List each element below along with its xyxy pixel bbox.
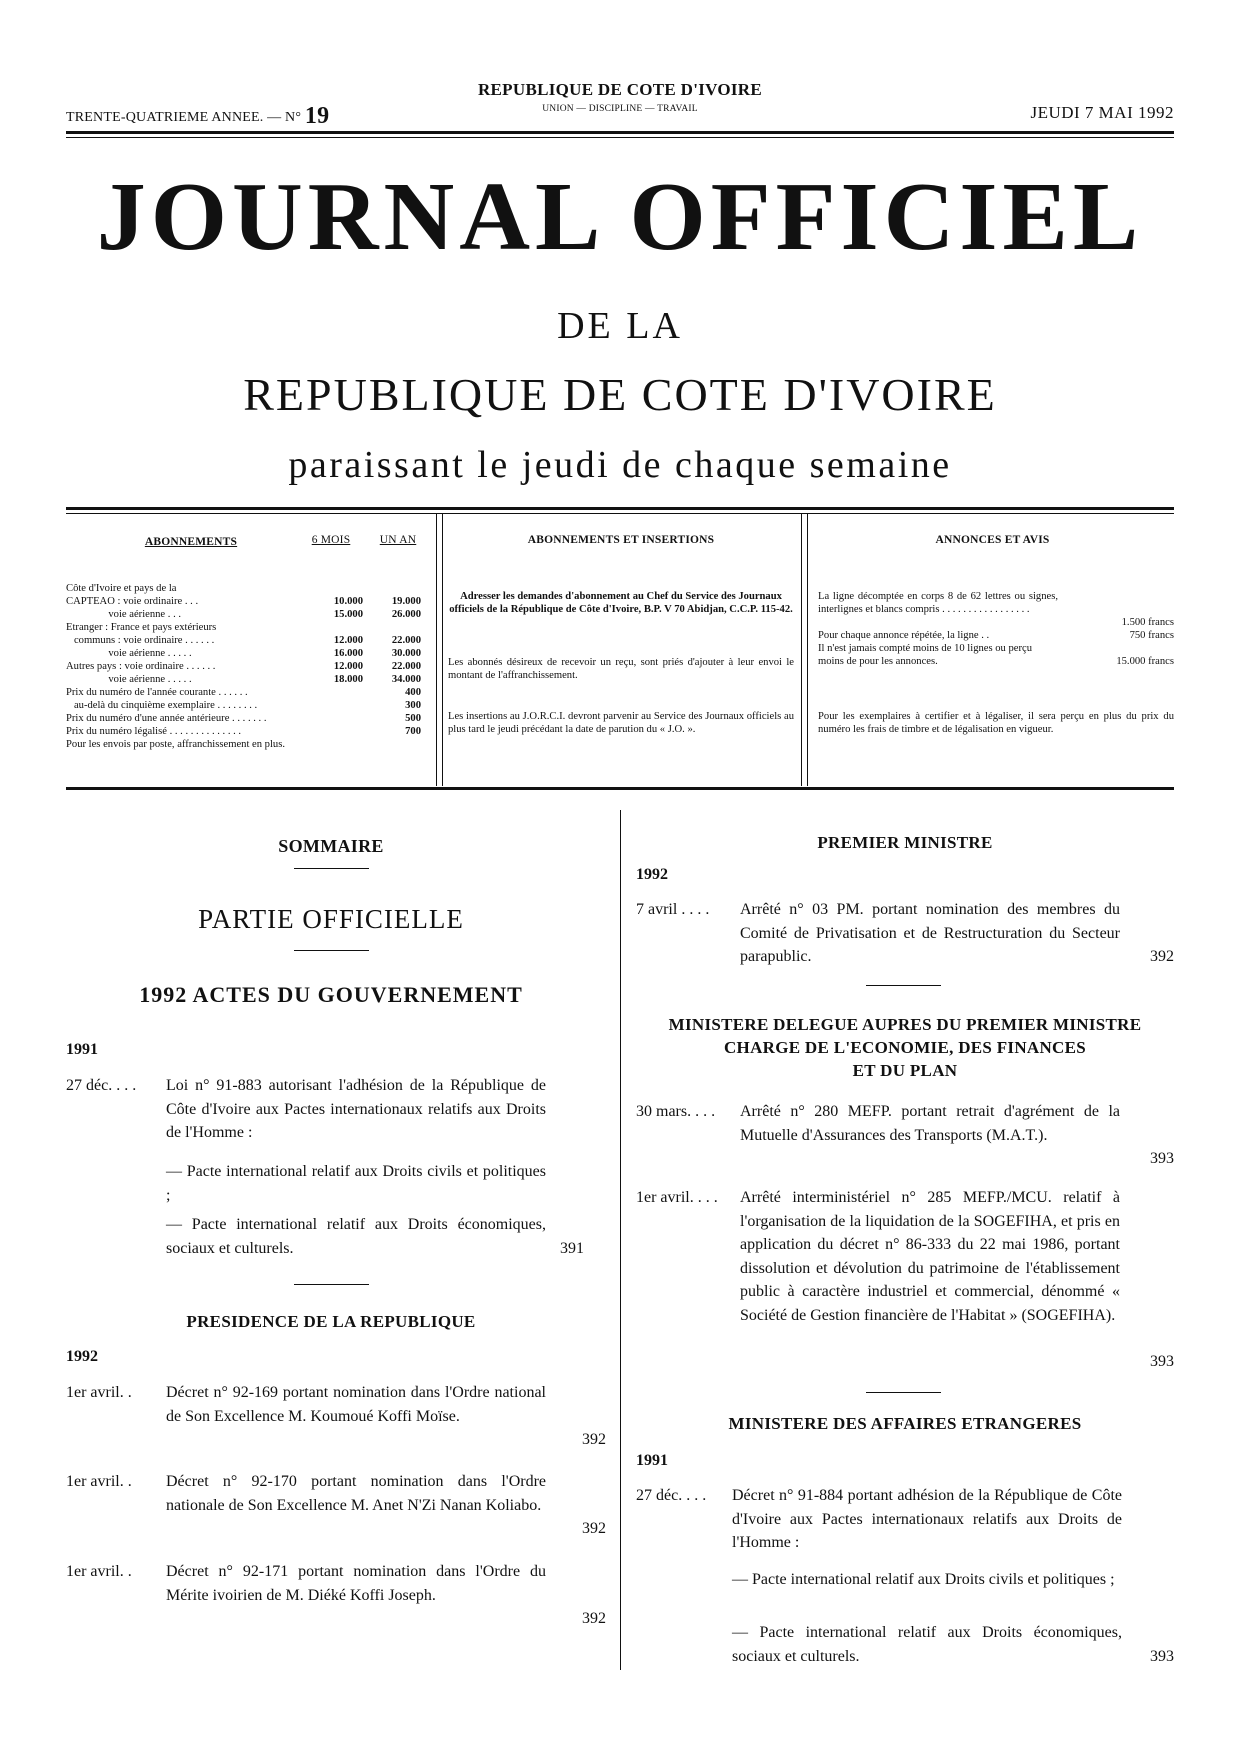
- republic-header: [440, 80, 800, 114]
- separator-rule: [294, 950, 369, 951]
- single-price-value: 700: [405, 726, 421, 737]
- entry-text: Décret n° 92-169 portant nomination dans l'Ordre national de Son Excellence M. Koumoué Koffi Moïse.: [166, 1384, 546, 1425]
- entry-text: Décret n° 92-171 portant nomination dans l'Ordre du Mérite ivoirien de M. Diéké Koffi Joseph.: [166, 1563, 546, 1604]
- entry-page: 393: [1150, 1353, 1174, 1370]
- entry-text: Arrêté interministériel n° 285 MEFP./MCU. relatif à l'organisation de la liquidation de la SOGEFIHA, et pris en application du décret n° 86-333 du 22 mai 1986, portant dissolution et dévolution du patrimoine de l'établissement public à caractère industriel et commercial, dénommé « Société de Gestion financière de l'Habitat » (SOGEFIHA).: [740, 1189, 1120, 1324]
- entry-date: 27 déc. . . .: [66, 1077, 137, 1094]
- rate-six-months: 15.000: [333, 609, 363, 620]
- box-divider: [807, 514, 808, 786]
- rate-row: [66, 595, 426, 608]
- entry-date: 7 avril . . . .: [636, 901, 710, 918]
- issue-line: [66, 103, 329, 130]
- year-label: 1991: [636, 1452, 668, 1469]
- section-heading: [636, 1013, 1174, 1082]
- entry-sub-item: — Pacte international relatif aux Droits civils et politiques ;: [166, 1163, 546, 1204]
- subscription-box: [66, 514, 1174, 786]
- entry-sub-item: — Pacte international relatif aux Droits économiques, sociaux et culturels.: [732, 1624, 1122, 1665]
- journal-republic: REPUBLIQUE DE COTE D'IVOIRE: [243, 369, 997, 420]
- summary-entry: [636, 1186, 1174, 1376]
- section-heading: MINISTERE DES AFFAIRES ETRANGERES: [728, 1414, 1082, 1433]
- single-price-row: [66, 712, 426, 725]
- summary-entry: [66, 1560, 606, 1635]
- masthead-rule-thin: [66, 137, 1174, 138]
- box-top-rule: [66, 507, 1174, 510]
- box-divider: [801, 514, 802, 786]
- summary-entry: [66, 1381, 606, 1456]
- year-label: 1991: [66, 1041, 98, 1058]
- box-divider: [436, 514, 437, 786]
- rate-label: Autres pays : voie ordinaire . . . . . .: [66, 661, 216, 672]
- announcements-header: ANNONCES ET AVIS: [935, 534, 1050, 546]
- masthead-rule: [66, 131, 1174, 134]
- issue-date: JEUDI 7 MAI 1992: [1030, 103, 1174, 122]
- journal-de-la: DE LA: [557, 305, 683, 347]
- rate-six-months: 12.000: [333, 635, 363, 646]
- issue-number: 19: [304, 103, 330, 129]
- rate-label: voie aérienne . . . . .: [66, 674, 192, 685]
- rate-label: communs : voie ordinaire . . . . . .: [66, 635, 215, 646]
- republic-name: REPUBLIQUE DE COTE D'IVOIRE: [477, 80, 763, 99]
- box-bottom-rule: [66, 787, 1174, 790]
- rate-row: [66, 647, 426, 660]
- rate-label: CAPTEAO : voie ordinaire . . .: [66, 596, 199, 607]
- rate-row: [66, 608, 426, 621]
- year-label: 1992: [636, 866, 668, 883]
- single-price-row: [66, 738, 426, 751]
- single-price-label: Prix du numéro de l'année courante . . . . . .: [66, 687, 248, 698]
- rate-label: voie aérienne . . . . .: [66, 648, 192, 659]
- rate-one-year: 22.000: [391, 635, 421, 646]
- box-divider: [442, 514, 443, 786]
- insertions-receipt-note: Les abonnés désireux de recevoir un reçu, sont priés d'ajouter à leur envoi le montant de l'affranchissement.: [448, 657, 794, 681]
- sommaire-title: SOMMAIRE: [278, 836, 384, 856]
- insertions-header: ABONNEMENTS ET INSERTIONS: [527, 534, 715, 546]
- single-price-label: au-delà du cinquième exemplaire . . . . . . . .: [66, 700, 258, 711]
- entry-text: Décret n° 91-884 portant adhésion de la République de Côte d'Ivoire aux Pactes internationaux relatifs aux Droits de l'Homme :: [732, 1487, 1122, 1551]
- separator-rule: [294, 1284, 369, 1285]
- rate-six-months: 18.000: [333, 674, 363, 685]
- rate-label: voie aérienne . . .: [66, 609, 182, 620]
- national-motto: UNION — DISCIPLINE — TRAVAIL: [542, 104, 698, 114]
- rate-six-months: 12.000: [333, 661, 363, 672]
- year-label: 1992: [66, 1348, 98, 1365]
- rate-six-months: 16.000: [333, 648, 363, 659]
- summary-entry: [636, 1484, 1174, 1559]
- rate-label: Côte d'Ivoire et pays de la: [66, 583, 177, 594]
- single-price-value: 300: [405, 700, 421, 711]
- single-price-row: [66, 725, 426, 738]
- section-heading: PRESIDENCE DE LA REPUBLIQUE: [186, 1312, 476, 1331]
- entry-page: 392: [1150, 948, 1174, 965]
- announcement-line-price: 1.500 francs: [1121, 617, 1174, 628]
- single-price-value: 400: [405, 687, 421, 698]
- rate-one-year: 26.000: [391, 609, 421, 620]
- entry-sub-item: — Pacte international relatif aux Droits civils et politiques ;: [732, 1571, 1115, 1588]
- entry-page: 393: [1150, 1150, 1174, 1167]
- insertions-address: Adresser les demandes d'abonnement au Chef du Service des Journaux officiels de la République de Côte d'Ivoire, B.P. V 70 Abidjan, C.C.P. 115-42.: [449, 591, 793, 615]
- single-price-value: 500: [405, 713, 421, 724]
- insertions-deadline-note: Les insertions au J.O.R.C.I. devront parvenir au Service des Journaux officiels au plus tard le jeudi précédant la date de parution du « J.O. ».: [448, 711, 794, 735]
- entry-page: 392: [582, 1610, 606, 1627]
- announcement-repeat-rate: Pour chaque annonce répétée, la ligne . .: [818, 630, 990, 641]
- section-heading-line: CHARGE DE L'ECONOMIE, DES FINANCES: [723, 1038, 1087, 1057]
- year-issue-label: TRENTE-QUATRIEME ANNEE. — N°: [66, 110, 302, 125]
- rate-label: Etranger : France et pays extérieurs: [66, 622, 217, 633]
- entry-sub-item: — Pacte international relatif aux Droits économiques, sociaux et culturels.: [166, 1216, 546, 1257]
- section-heading: PREMIER MINISTRE: [817, 833, 993, 852]
- rate-one-year: 34.000: [391, 674, 421, 685]
- separator-rule: [866, 1392, 941, 1393]
- one-year-header: UN AN: [379, 534, 417, 546]
- entry-text: Loi n° 91-883 autorisant l'adhésion de la République de Côte d'Ivoire aux Pactes internationaux relatifs aux Droits de l'Homme :: [166, 1077, 546, 1141]
- summary-entry: [66, 1074, 606, 1174]
- announcement-legalisation-note: Pour les exemplaires à certifier et à légaliser, il sera perçu en plus du prix du numéro les frais de timbre et de légalisation en vigueur.: [818, 711, 1174, 735]
- entry-date: 1er avril. .: [66, 1563, 132, 1580]
- actes-heading: 1992 ACTES DU GOUVERNEMENT: [139, 982, 523, 1007]
- entry-date: 1er avril. .: [66, 1384, 132, 1401]
- subscriptions-header: ABONNEMENTS: [144, 536, 238, 548]
- announcement-repeat-price: 750 francs: [1129, 630, 1174, 641]
- rate-one-year: 19.000: [391, 596, 421, 607]
- separator-rule: [866, 985, 941, 986]
- rate-row: [66, 660, 426, 673]
- single-price-label: Prix du numéro légalisé . . . . . . . . . . . . . .: [66, 726, 242, 737]
- section-heading-line: ET DU PLAN: [852, 1061, 958, 1080]
- single-price-label: Pour les envois par poste, affranchissement en plus.: [66, 739, 285, 750]
- single-price-label: Prix du numéro d'une année antérieure . . . . . . .: [66, 713, 267, 724]
- entry-date: 30 mars. . . .: [636, 1103, 716, 1120]
- summary-entry: [636, 1100, 1174, 1175]
- journal-subtitle: paraissant le jeudi de chaque semaine: [288, 444, 952, 486]
- announcement-line-rate: La ligne décomptée en corps 8 de 62 lettres ou signes, interlignes et blancs compris . . . . . . . . . . . . . . . . .: [818, 591, 1058, 615]
- rate-one-year: 22.000: [391, 661, 421, 672]
- entry-date: 1er avril. .: [66, 1473, 132, 1490]
- entry-page: 391: [560, 1240, 584, 1257]
- section-heading-line: MINISTERE DELEGUE AUPRES DU PREMIER MINISTRE: [668, 1015, 1142, 1034]
- six-months-header: 6 MOIS: [311, 534, 351, 546]
- summary-entry: [636, 898, 1174, 973]
- entry-text: Arrêté n° 03 PM. portant nomination des membres du Comité de Privatisation et de Restructuration du Secteur parapublic.: [740, 901, 1120, 965]
- rate-six-months: 10.000: [333, 596, 363, 607]
- single-price-row: [66, 686, 426, 699]
- summary-entry: [66, 1470, 606, 1545]
- rate-row: [66, 634, 426, 647]
- entry-date: 1er avril. . . .: [636, 1189, 718, 1206]
- entry-page: 393: [1150, 1648, 1174, 1665]
- announcement-minimum: Il n'est jamais compté moins de 10 lignes ou perçu moins de pour les annonces.: [818, 643, 1033, 667]
- rate-row: [66, 673, 426, 686]
- partie-officielle: PARTIE OFFICIELLE: [198, 904, 464, 934]
- announcement-minimum-price: 15.000 francs: [1116, 656, 1174, 667]
- rate-one-year: 30.000: [391, 648, 421, 659]
- journal-title: JOURNAL OFFICIEL: [96, 163, 1144, 271]
- rate-row: [66, 582, 426, 595]
- entry-page: 392: [582, 1431, 606, 1448]
- entry-text: Décret n° 92-170 portant nomination dans l'Ordre nationale de Son Excellence M. Anet N'Zi Nanan Koliabo.: [166, 1473, 546, 1514]
- single-price-row: [66, 699, 426, 712]
- rate-row: [66, 621, 426, 634]
- entry-date: 27 déc. . . .: [636, 1487, 707, 1504]
- entry-page: 392: [582, 1520, 606, 1537]
- column-divider: [620, 810, 621, 1670]
- separator-rule: [294, 868, 369, 869]
- entry-text: Arrêté n° 280 MEFP. portant retrait d'agrément de la Mutuelle d'Assurances des Transports (M.A.T.).: [740, 1103, 1120, 1144]
